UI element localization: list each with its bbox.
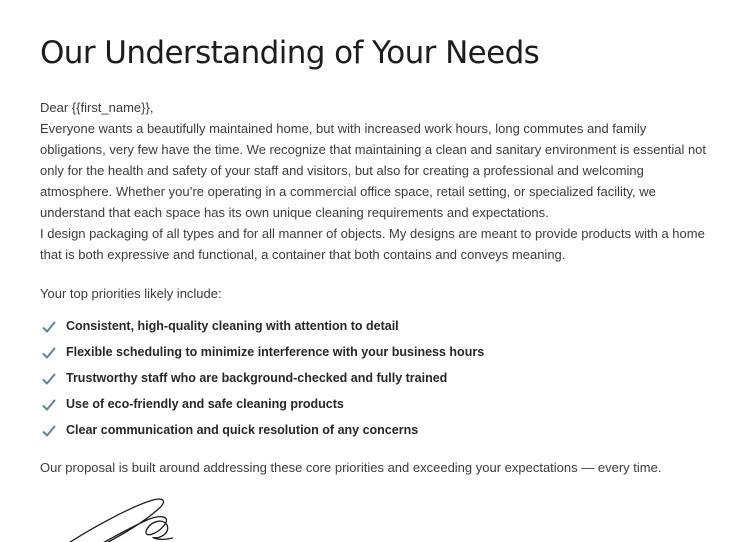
priority-text: Consistent, high-quality cleaning with attention to detail [66, 318, 399, 333]
salutation: Dear {{first_name}}, [40, 99, 154, 115]
priorities-intro: Your top priorities likely include: [40, 285, 222, 301]
check-icon [42, 372, 56, 386]
priority-text: Use of eco-friendly and safe cleaning products [66, 396, 344, 411]
priority-text: Flexible scheduling to minimize interference with your business hours [66, 344, 485, 359]
page-title: Our Understanding of Your Needs [40, 35, 540, 71]
list-item [40, 318, 712, 335]
check-icon [42, 398, 56, 412]
priority-text: Clear communication and quick resolution of any concerns [66, 422, 419, 437]
list-item [40, 422, 712, 439]
paragraph-2: I design packaging of all types and for all manner of objects. My designs are meant to provide products with a home that is both expressive and functional, a container that both contains and conveys meaning. [40, 225, 705, 262]
paragraph-1: Everyone wants a beautifully maintained home, but with increased work hours, long commutes and family obligations, very few have the time. We recognize that maintaining a clean and sanitary environment is essential not only for the health and safety of your staff and visitors, but also for creating a professional and welcoming atmosphere. Whether you’re operating in a commercial office space, retail setting, or specialized facility, we understand that each space has its own unique cleaning requirements and expectations. [40, 120, 707, 220]
list-item [40, 396, 712, 413]
priority-text: Trustworthy staff who are background-checked and fully trained [66, 370, 448, 385]
signature-stroke [50, 490, 190, 542]
signature-image [50, 490, 190, 542]
check-icon [42, 320, 56, 334]
list-item [40, 344, 712, 361]
check-icon [42, 424, 56, 438]
check-icon [42, 346, 56, 360]
closing-line: Our proposal is built around addressing these core priorities and exceeding your expectations — every time. [40, 459, 662, 475]
priorities-list [40, 318, 712, 439]
list-item [40, 370, 712, 387]
letter-body [40, 97, 712, 542]
